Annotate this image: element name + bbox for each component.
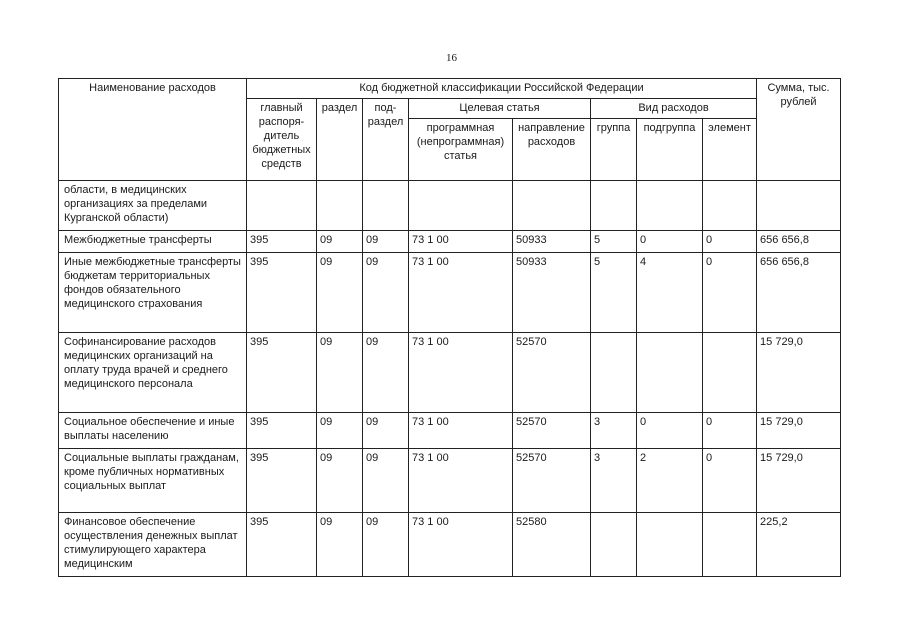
row-name: Социальное обеспечение и иные выплаты населению	[59, 413, 247, 449]
row-section: 09	[317, 413, 363, 449]
table-row	[59, 449, 841, 513]
row-subsection: 09	[363, 513, 409, 577]
row-sum: 656 656,8	[757, 253, 841, 333]
row-group: 3	[591, 449, 637, 513]
row-direction	[513, 181, 591, 231]
row-name: Социальные выплаты гражданам, кроме публичных нормативных социальных выплат	[59, 449, 247, 513]
header-section: раздел	[317, 99, 363, 181]
table-body	[59, 181, 841, 577]
row-manager: 395	[247, 253, 317, 333]
row-subgroup	[637, 333, 703, 413]
row-program	[409, 181, 513, 231]
row-sum: 225,2	[757, 513, 841, 577]
row-group	[591, 333, 637, 413]
row-direction: 52570	[513, 333, 591, 413]
row-subgroup: 2	[637, 449, 703, 513]
row-element: 0	[703, 449, 757, 513]
row-name: Финансовое обеспечение осуществления денежных выплат стимулирующего характера медицинским	[59, 513, 247, 577]
header-program: программная (непрограммная) статья	[409, 119, 513, 181]
row-program: 73 1 00	[409, 449, 513, 513]
row-element	[703, 333, 757, 413]
row-sum	[757, 181, 841, 231]
page-number: 16	[446, 52, 457, 64]
header-name: Наименование расходов	[59, 79, 247, 181]
row-manager: 395	[247, 333, 317, 413]
table-row	[59, 253, 841, 333]
header-element: элемент	[703, 119, 757, 181]
row-manager: 395	[247, 513, 317, 577]
row-program: 73 1 00	[409, 513, 513, 577]
table-row	[59, 181, 841, 231]
row-group	[591, 513, 637, 577]
row-element	[703, 513, 757, 577]
row-subgroup	[637, 181, 703, 231]
row-section: 09	[317, 231, 363, 253]
row-direction: 52580	[513, 513, 591, 577]
row-subsection: 09	[363, 449, 409, 513]
row-section: 09	[317, 449, 363, 513]
row-subsection: 09	[363, 253, 409, 333]
row-program: 73 1 00	[409, 333, 513, 413]
table-header	[59, 79, 841, 181]
table-row	[59, 513, 841, 577]
row-subsection: 09	[363, 413, 409, 449]
header-main-manager: главный распоря-дитель бюджетных средств	[247, 99, 317, 181]
row-program: 73 1 00	[409, 413, 513, 449]
row-direction: 52570	[513, 449, 591, 513]
row-subsection: 09	[363, 231, 409, 253]
header-target-article: Целевая статья	[409, 99, 591, 119]
row-element: 0	[703, 253, 757, 333]
row-sum: 15 729,0	[757, 449, 841, 513]
header-subgroup: подгруппа	[637, 119, 703, 181]
row-direction: 52570	[513, 413, 591, 449]
row-subgroup	[637, 513, 703, 577]
row-name: области, в медицинских организациях за пределами Курганской области)	[59, 181, 247, 231]
row-element: 0	[703, 231, 757, 253]
header-group: группа	[591, 119, 637, 181]
row-section: 09	[317, 253, 363, 333]
budget-table	[58, 78, 841, 577]
row-section: 09	[317, 513, 363, 577]
row-group	[591, 181, 637, 231]
table-row	[59, 413, 841, 449]
row-manager: 395	[247, 449, 317, 513]
row-name: Иные межбюджетные трансферты бюджетам территориальных фондов обязательного медицинского страхования	[59, 253, 247, 333]
row-program: 73 1 00	[409, 231, 513, 253]
row-sum: 656 656,8	[757, 231, 841, 253]
row-section	[317, 181, 363, 231]
row-section: 09	[317, 333, 363, 413]
header-subsection: под-раздел	[363, 99, 409, 181]
row-program: 73 1 00	[409, 253, 513, 333]
row-group: 5	[591, 253, 637, 333]
row-group: 3	[591, 413, 637, 449]
row-subsection: 09	[363, 333, 409, 413]
header-expense-type: Вид расходов	[591, 99, 757, 119]
row-subsection	[363, 181, 409, 231]
row-direction: 50933	[513, 253, 591, 333]
header-direction: направление расходов	[513, 119, 591, 181]
row-subgroup: 4	[637, 253, 703, 333]
row-manager: 395	[247, 413, 317, 449]
row-name: Межбюджетные трансферты	[59, 231, 247, 253]
row-direction: 50933	[513, 231, 591, 253]
header-sum: Сумма, тыс. рублей	[757, 79, 841, 181]
row-subgroup: 0	[637, 231, 703, 253]
row-element: 0	[703, 413, 757, 449]
row-sum: 15 729,0	[757, 413, 841, 449]
row-group: 5	[591, 231, 637, 253]
row-element	[703, 181, 757, 231]
row-manager	[247, 181, 317, 231]
table-row	[59, 231, 841, 253]
row-subgroup: 0	[637, 413, 703, 449]
header-code: Код бюджетной классификации Российской Федерации	[247, 79, 757, 99]
row-sum: 15 729,0	[757, 333, 841, 413]
table-row	[59, 333, 841, 413]
row-manager: 395	[247, 231, 317, 253]
row-name: Софинансирование расходов медицинских организаций на оплату труда врачей и среднего медицинского персонала	[59, 333, 247, 413]
